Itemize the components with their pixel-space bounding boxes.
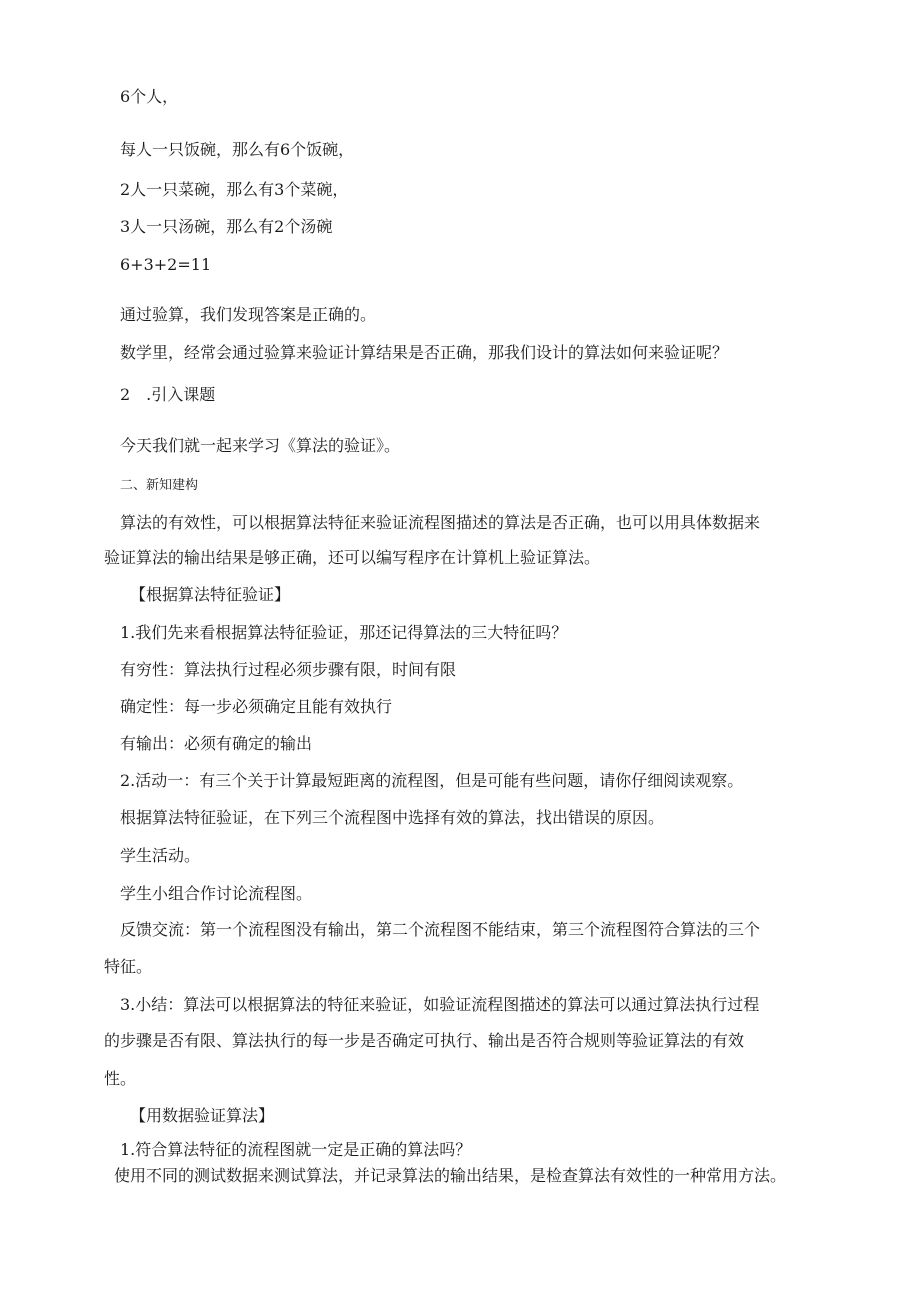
text-line: 有输出：必须有确定的输出 [120,734,313,753]
text-line: 特征。 [104,957,153,976]
text-line: 算法的有效性，可以根据算法特征来验证流程图描述的算法是否正确，也可以用具体数据来 [120,513,761,532]
text-line: 的步骤是否有限、算法执行的每一步是否确定可执行、输出是否符合规则等验证算法的有效 [104,1031,745,1050]
text-line: 3.小结：算法可以根据算法的特征来验证，如验证流程图描述的算法可以通过算法执行过程 [120,995,760,1014]
text-line: 2.活动一：有三个关于计算最短距离的流程图，但是可能有些问题，请你仔细阅读观察。 [120,771,744,790]
subheading: 2 .引入课题 [120,385,216,404]
text-line: 反馈交流：第一个流程图没有输出，第二个流程图不能结束，第三个流程图符合算法的三个 [120,920,761,939]
bracket-heading: 【用数据验证算法】 [130,1106,275,1125]
text-line: 学生小组合作讨论流程图。 [120,884,313,903]
text-line: 学生活动。 [120,846,201,865]
equation-line: 6+3+2=11 [120,255,212,274]
text-line: 根据算法特征验证，在下列三个流程图中选择有效的算法，找出错误的原因。 [120,808,665,827]
section-heading: 二、新知建构 [120,478,199,493]
text-line: 通过验算，我们发现答案是正确的。 [120,305,377,324]
text-line: 确定性：每一步必须确定且能有效执行 [120,697,393,716]
text-line: 使用不同的测试数据来测试算法，并记录算法的输出结果，是检查算法有效性的一种常用方法。 [114,1166,787,1185]
text-line: 有穷性：算法执行过程必须步骤有限，时间有限 [120,660,457,679]
text-line: 数学里，经常会通过验算来验证计算结果是否正确，那我们设计的算法如何来验证呢？ [120,343,729,362]
text-line: 1.我们先来看根据算法特征验证，那还记得算法的三大特征吗？ [120,623,568,642]
text-line: 性。 [104,1069,137,1088]
text-line: 6个人， [120,87,179,106]
text-line: 2人一只菜碗，那么有3个菜碗， [120,180,349,199]
text-line: 每人一只饭碗，那么有6个饭碗， [120,140,355,159]
text-line: 验证算法的输出结果是够正确，还可以编写程序在计算机上验证算法。 [104,548,601,567]
text-line: 3人一只汤碗，那么有2个汤碗 [120,217,333,236]
text-line: 今天我们就一起来学习《算法的验证》。 [120,436,401,455]
text-line: 1.符合算法特征的流程图就一定是正确的算法吗？ [120,1140,472,1159]
bracket-heading: 【根据算法特征验证】 [130,585,291,604]
